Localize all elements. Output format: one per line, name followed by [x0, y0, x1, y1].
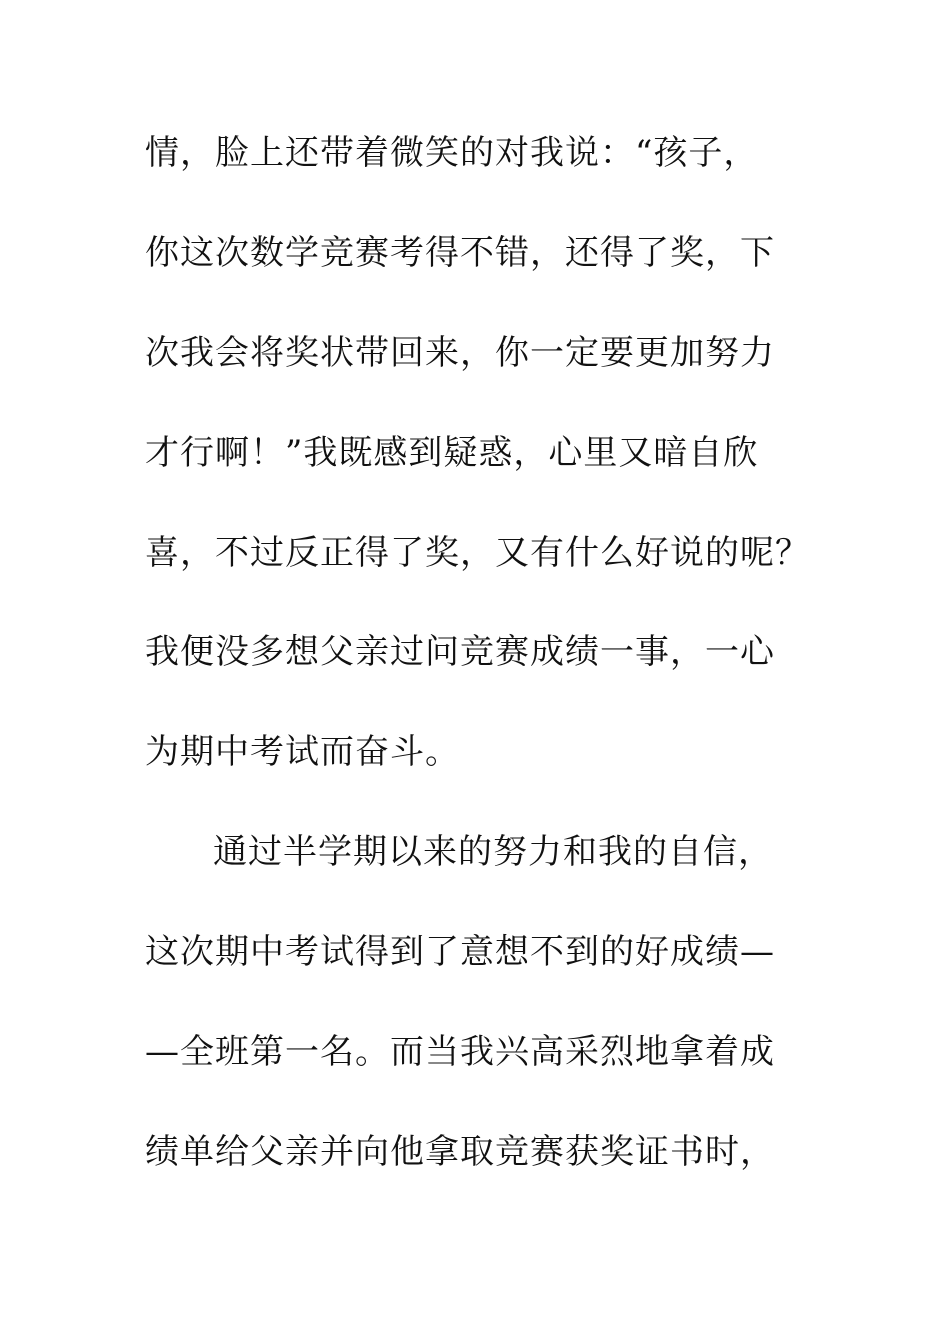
text-line: 我便没多想父亲过问竞赛成绩一事，一心 — [145, 632, 775, 672]
text-line: 你这次数学竞赛考得不错，还得了奖，下 — [145, 233, 775, 273]
paragraph-first-line: 通过半学期以来的努力和我的自信， — [213, 832, 773, 872]
text-line: 绩单给父亲并向他拿取竞赛获奖证书时， — [145, 1132, 775, 1172]
text-line: 才行啊！”我既感到疑惑，心里又暗自欣 — [145, 433, 759, 473]
text-line: 次我会将奖状带回来，你一定要更加努力 — [145, 333, 775, 373]
text-line: 喜，不过反正得了奖，又有什么好说的呢？ — [145, 533, 810, 573]
text-line: 情，脸上还带着微笑的对我说：“孩子， — [145, 133, 759, 173]
text-line: —全班第一名。而当我兴高采烈地拿着成 — [145, 1032, 775, 1072]
text-line: 这次期中考试得到了意想不到的好成绩— — [145, 932, 775, 972]
text-line: 为期中考试而奋斗。 — [145, 732, 460, 772]
